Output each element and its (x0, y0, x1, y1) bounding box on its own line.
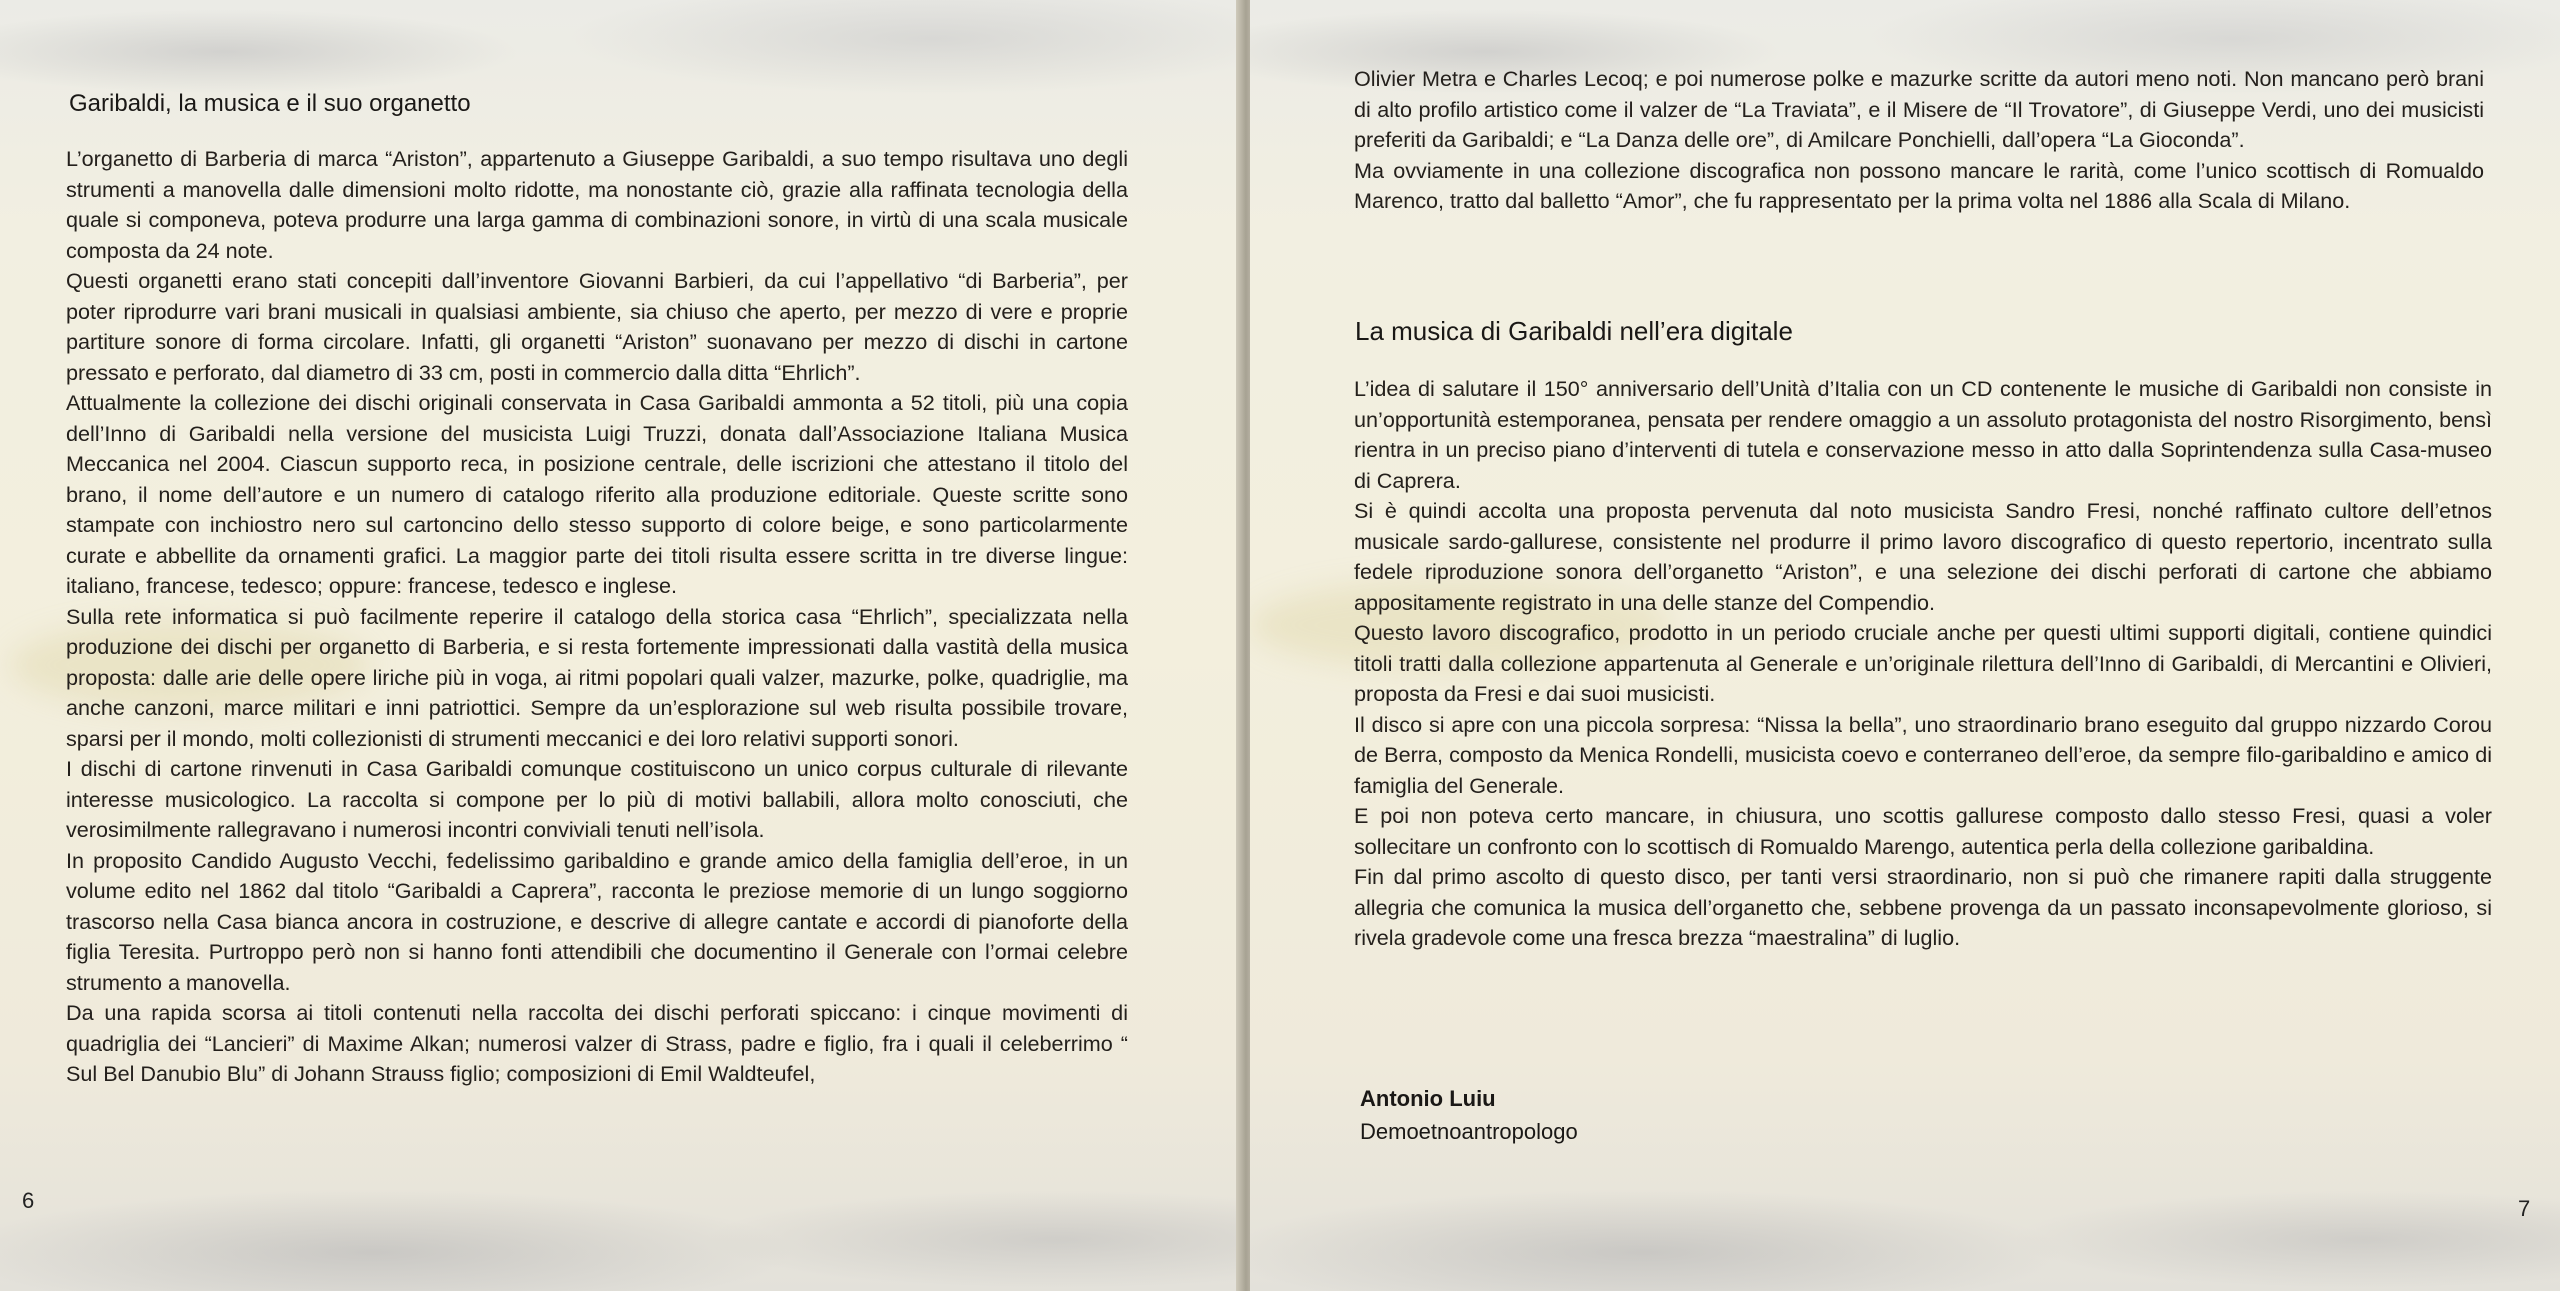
page-number-right: 7 (2518, 1196, 2531, 1221)
author-name: Antonio Luiu (1360, 1086, 1496, 1111)
page-number-left: 6 (22, 1188, 35, 1213)
right-page-body (1354, 374, 2492, 954)
paragraph: Si è quindi accolta una proposta pervenuta dal noto musicista Sandro Fresi, nonché raffinato cultore dell’etnos musicale sardo-gallurese, consistente nel produrre il primo lavoro discografico di questo repertorio, incentrato sulla fedele riproduzione sonora dell’organetto “Ariston”, e una selezione dei dischi perforati di cartone che abbiamo appositamente registrato in una delle stanze del Compendio. (1354, 498, 2492, 615)
paragraph: L’idea di salutare il 150° anniversario dell’Unità d’Italia con un CD contenente le musiche di Garibaldi non consiste in un’opportunità estemporanea, pensata per rendere omaggio a un assoluto protagonista del nostro Risorgimento, bensì rientra in un preciso piano d’interventi di tutela e conservazione messo in atto dalla Soprintendenza sulla Casa-museo di Caprera. (1354, 376, 2492, 493)
paragraph: Olivier Metra e Charles Lecoq; e poi numerose polke e mazurke scritte da autori meno noti. Non mancano però brani di alto profilo artistico come il valzer de “La Traviata”, e il Misere de “Il Trovatore”, di Giuseppe Verdi, uno dei musicisti preferiti da Garibaldi; e “La Danza delle ore”, di Amilcare Ponchielli, dall’opera “La Gioconda”. (1354, 66, 2484, 152)
paragraph: Questi organetti erano stati concepiti dall’inventore Giovanni Barbieri, da cui l’appellativo “di Barberia”, per poter riprodurre vari brani musicali in qualsiasi ambiente, sia chiuso che aperto, per mezzo di vere e proprie partiture sonore di forma circolare. Infatti, gli organetti “Ariston” suonavano per mezzo di dischi in cartone pressato e perforato, dal diametro di 33 cm, posti in commercio dalla ditta “Ehrlich”. (66, 268, 1128, 385)
paragraph: Il disco si apre con una piccola sorpresa: “Nissa la bella”, uno straordinario brano eseguito dal gruppo nizzardo Corou de Berra, composto da Menica Rondelli, musicista coevo e conterraneo dell’eroe, da sempre filo-garibaldino e amico di famiglia del Generale. (1354, 711, 2492, 798)
paragraph: L’organetto di Barberia di marca “Ariston”, appartenuto a Giuseppe Garibaldi, a suo tempo risultava uno degli strumenti a manovella dalle dimensioni molto ridotte, ma nonostante ciò, grazie alla raffinata tecnologia della quale si componeva, poteva produrre una larga gamma di combinazioni sonore, in virtù di una scala musicale composta da 24 note. (66, 146, 1128, 263)
paragraph: I dischi di cartone rinvenuti in Casa Garibaldi comunque costituiscono un unico corpus culturale di rilevante interesse musicologico. La raccolta si compone per lo più di motivi ballabili, allora molto conosciuti, che verosimilmente rallegravano i numerosi incontri conviviali tenuti nell’isola. (66, 756, 1128, 842)
paragraph: In proposito Candido Augusto Vecchi, fedelissimo garibaldino e grande amico della famiglia dell’eroe, in un volume edito nel 1862 dal titolo “Garibaldi a Caprera”, racconta le preziose memorie di un lungo soggiorno trascorso nella Casa bianca ancora in costruzione, e descrive di allegre cantate e accordi di pianoforte della figlia Teresita. Purtroppo però non si hanno fonti attendibili che documentino il Generale con l’ormai celebre strumento a manovella. (66, 847, 1128, 995)
left-page (0, 0, 1244, 1291)
paragraph: Questo lavoro discografico, prodotto in un periodo cruciale anche per questi ultimi supporti digitali, contiene quindici titoli tratti dalla collezione appartenuta al Generale e un’originale rilettura dell’Inno di Garibaldi, di Mercantini e Olivieri, proposta da Fresi e dai suoi musicisti. (1354, 620, 2492, 706)
paragraph: Da una rapida scorsa ai titoli contenuti nella raccolta dei dischi perforati spiccano: i cinque movimenti di quadriglia dei “Lancieri” di Maxime Alkan; numerosi valzer di Strass, padre e figlio, fra i quali il celeberrimo “ Sul Bel Danubio Blu” di Johann Strauss figlio; composizioni di Emil Waldteufel, (66, 1000, 1128, 1086)
right-page-intro (1354, 64, 2484, 217)
left-page-heading: Garibaldi, la musica e il suo organetto (69, 90, 471, 117)
right-page (1250, 0, 2560, 1291)
paragraph: Fin dal primo ascolto di questo disco, per tanti versi straordinario, non si può che rimanere rapiti dalla struggente allegria che comunica la musica dell’organetto che, sebbene provenga da un passato inconsapevolmente glorioso, si rivela gradevole come una fresca brezza “maestralina” di luglio. (1354, 864, 2492, 950)
paragraph: Attualmente la collezione dei dischi originali conservata in Casa Garibaldi ammonta a 52 titoli, più una copia dell’Inno di Garibaldi nella versione del musicista Luigi Truzzi, donata dall’Associazione Italiana Musica Meccanica nel 2004. Ciascun supporto reca, in posizione centrale, delle iscrizioni che attestano il titolo del brano, il nome dell’autore e un numero di catalogo riferito alla produzione editoriale. Queste scritte sono stampate con inchiostro nero sul cartoncino dello stesso supporto di colore beige, e sono particolarmente curate e abbellite da ornamenti grafici. La maggior parte dei titoli risulta essere scritta in tre diverse lingue: italiano, francese, tedesco; oppure: francese, tedesco e inglese. (66, 390, 1128, 598)
paragraph: Ma ovviamente in una collezione discografica non possono mancare le rarità, come l’unico scottisch di Romualdo Marenco, tratto dal balletto “Amor”, che fu rappresentato per la prima volta nel 1886 alla Scala di Milano. (1354, 157, 2484, 213)
left-page-body (66, 144, 1128, 1090)
right-page-heading: La musica di Garibaldi nell’era digitale (1355, 316, 1793, 346)
author-role: Demoetnoantropologo (1360, 1119, 1578, 1144)
paragraph: Sulla rete informatica si può facilmente reperire il catalogo della storica casa “Ehrlich”, specializzata nella produzione dei dischi per organetto di Barberia, e si resta fortemente impressionati dalla vastità della musica proposta: dalle arie delle opere liriche più in voga, ai ritmi popolari quali valzer, mazurke, polke, quadriglie, ma anche canzoni, marce militari e inni patriottici. Sempre da un’esplorazione sul web risulta possibile trovare, sparsi per il mondo, molti collezionisti di strumenti meccanici e dei loro relativi supporti sonori. (66, 603, 1128, 751)
paragraph: E poi non poteva certo mancare, in chiusura, uno scottis gallurese composto dallo stesso Fresi, quasi a voler sollecitare un confronto con lo scottisch di Romualdo Marengo, autentica perla della collezione garibaldina. (1354, 803, 2492, 859)
